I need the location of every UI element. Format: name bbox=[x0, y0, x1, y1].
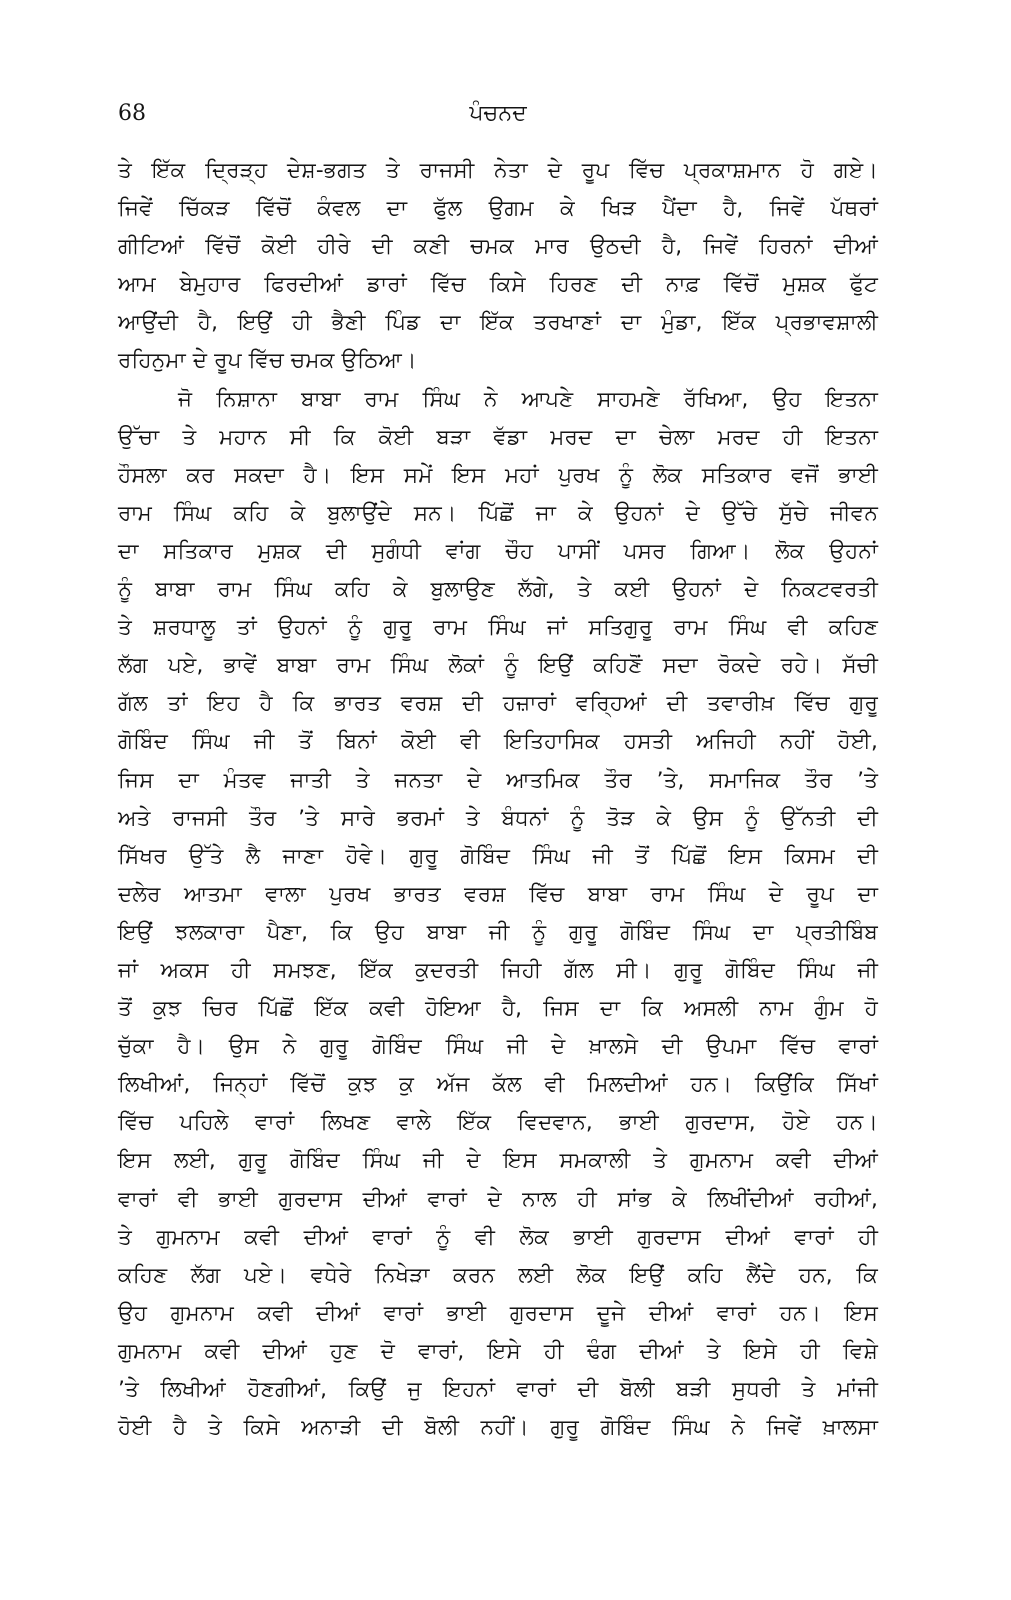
text-line: ਗੋਬਿੰਦ ਸਿੰਘ ਜੀ ਤੋਂ ਬਿਨਾਂ ਕੋਈ ਵੀ ਇਤਿਹਾਸਿਕ ਹਸਤੀ ਅਜਿਹੀ ਨਹੀਂ ਹੋਈ, bbox=[118, 729, 878, 755]
text-line: ਗੁਮਨਾਮ ਕਵੀ ਦੀਆਂ ਹੁਣ ਦੋ ਵਾਰਾਂ, ਇਸੇ ਹੀ ਢੰਗ ਦੀਆਂ ਤੇ ਇਸੇ ਹੀ ਵਿਸ਼ੇ bbox=[118, 1338, 878, 1364]
text-line: ਦਾ ਸਤਿਕਾਰ ਮੁਸ਼ਕ ਦੀ ਸੁਗੰਧੀ ਵਾਂਗ ਚੌਹ ਪਾਸੀਂ ਪਸਰ ਗਿਆ। ਲੋਕ ਉਹਨਾਂ bbox=[118, 538, 878, 564]
text-line: ’ਤੇ ਲਿਖੀਆਂ ਹੋਣਗੀਆਂ, ਕਿਉਂ ਜੁ ਇਹਨਾਂ ਵਾਰਾਂ ਦੀ ਬੋਲੀ ਬੜੀ ਸੁਧਰੀ ਤੇ ਮਾਂਜੀ bbox=[118, 1377, 878, 1402]
page-number: 68 bbox=[118, 101, 146, 126]
paragraph-first-line: ਜੋ ਨਿਸ਼ਾਨਾ ਬਾਬਾ ਰਾਮ ਸਿੰਘ ਨੇ ਆਪਣੇ ਸਾਹਮਣੇ ਰੱਖਿਆ, ਉਹ ਇਤਨਾ bbox=[178, 386, 878, 412]
text-line: ਉੱਚਾ ਤੇ ਮਹਾਨ ਸੀ ਕਿ ਕੋਈ ਬੜਾ ਵੱਡਾ ਮਰਦ ਦਾ ਚੇਲਾ ਮਰਦ ਹੀ ਇਤਨਾ bbox=[118, 424, 878, 450]
page-header bbox=[118, 96, 878, 132]
text-line: ਵਾਰਾਂ ਵੀ ਭਾਈ ਗੁਰਦਾਸ ਦੀਆਂ ਵਾਰਾਂ ਦੇ ਨਾਲ ਹੀ ਸਾਂਭ ਕੇ ਲਿਖੀਂਦੀਆਂ ਰਹੀਆਂ, bbox=[118, 1186, 878, 1212]
text-line: ਜਾਂ ਅਕਸ ਹੀ ਸਮਝਣ, ਇੱਕ ਕੁਦਰਤੀ ਜਿਹੀ ਗੱਲ ਸੀ। ਗੁਰੂ ਗੋਬਿੰਦ ਸਿੰਘ ਜੀ bbox=[118, 957, 878, 983]
text-line: ਉਹ ਗੁਮਨਾਮ ਕਵੀ ਦੀਆਂ ਵਾਰਾਂ ਭਾਈ ਗੁਰਦਾਸ ਦੂਜੇ ਦੀਆਂ ਵਾਰਾਂ ਹਨ। ਇਸ bbox=[118, 1300, 878, 1326]
text-line: ਕਹਿਣ ਲੱਗ ਪਏ। ਵਧੇਰੇ ਨਿਖੇੜਾ ਕਰਨ ਲਈ ਲੋਕ ਇਉਂ ਕਹਿ ਲੈਂਦੇ ਹਨ, ਕਿ bbox=[118, 1262, 878, 1288]
text-line: ਲੱਗ ਪਏ, ਭਾਵੇਂ ਬਾਬਾ ਰਾਮ ਸਿੰਘ ਲੋਕਾਂ ਨੂੰ ਇਉਂ ਕਹਿਣੋਂ ਸਦਾ ਰੋਕਦੇ ਰਹੇ। ਸੱਚੀ bbox=[118, 653, 878, 679]
text-line: ਲਿਖੀਆਂ, ਜਿਨ੍ਹਾਂ ਵਿੱਚੋਂ ਕੁਝ ਕੁ ਅੱਜ ਕੱਲ ਵੀ ਮਿਲਦੀਆਂ ਹਨ। ਕਿਉਂਕਿ ਸਿੱਖਾਂ bbox=[118, 1072, 878, 1098]
text-line: ਰਹਿਨੁਮਾ ਦੇ ਰੂਪ ਵਿੱਚ ਚਮਕ ਉਠਿਆ। bbox=[118, 348, 417, 374]
text-line: ਵਿੱਚ ਪਹਿਲੇ ਵਾਰਾਂ ਲਿਖਣ ਵਾਲੇ ਇੱਕ ਵਿਦਵਾਨ, ਭਾਈ ਗੁਰਦਾਸ, ਹੋਏ ਹਨ। bbox=[118, 1110, 878, 1136]
text-line: ਤੇ ਸ਼ਰਧਾਲੂ ਤਾਂ ਉਹਨਾਂ ਨੂੰ ਗੁਰੂ ਰਾਮ ਸਿੰਘ ਜਾਂ ਸਤਿਗੁਰੂ ਰਾਮ ਸਿੰਘ ਵੀ ਕਹਿਣ bbox=[118, 615, 878, 641]
text-line: ਜਿਵੇਂ ਚਿੱਕੜ ਵਿੱਚੋਂ ਕੰਵਲ ਦਾ ਫੁੱਲ ਉਗਮ ਕੇ ਖਿੜ ਪੈਂਦਾ ਹੈ, ਜਿਵੇਂ ਪੱਥਰਾਂ bbox=[118, 196, 878, 222]
text-line: ਗੀਟਿਆਂ ਵਿੱਚੋਂ ਕੋਈ ਹੀਰੇ ਦੀ ਕਣੀ ਚਮਕ ਮਾਰ ਉਠਦੀ ਹੈ, ਜਿਵੇਂ ਹਿਰਨਾਂ ਦੀਆਂ bbox=[118, 234, 878, 260]
text-line: ਚੁੱਕਾ ਹੈ। ਉਸ ਨੇ ਗੁਰੂ ਗੋਬਿੰਦ ਸਿੰਘ ਜੀ ਦੇ ਖ਼ਾਲਸੇ ਦੀ ਉਪਮਾ ਵਿੱਚ ਵਾਰਾਂ bbox=[118, 1034, 878, 1060]
text-line: ਆਉਂਦੀ ਹੈ, ਇਉਂ ਹੀ ਭੈਣੀ ਪਿੰਡ ਦਾ ਇੱਕ ਤਰਖਾਣਾਂ ਦਾ ਮੁੰਡਾ, ਇੱਕ ਪ੍ਰਭਾਵਸ਼ਾਲੀ bbox=[118, 310, 878, 336]
text-line: ਤੋਂ ਕੁਝ ਚਿਰ ਪਿੱਛੋਂ ਇੱਕ ਕਵੀ ਹੋਇਆ ਹੈ, ਜਿਸ ਦਾ ਕਿ ਅਸਲੀ ਨਾਮ ਗੁੰਮ ਹੋ bbox=[118, 996, 878, 1022]
text-line: ਇਸ ਲਈ, ਗੁਰੂ ਗੋਬਿੰਦ ਸਿੰਘ ਜੀ ਦੇ ਇਸ ਸਮਕਾਲੀ ਤੇ ਗੁਮਨਾਮ ਕਵੀ ਦੀਆਂ bbox=[118, 1148, 878, 1174]
text-line: ਤੇ ਇੱਕ ਦ੍ਰਿੜ੍ਹ ਦੇਸ਼-ਭਗਤ ਤੇ ਰਾਜਸੀ ਨੇਤਾ ਦੇ ਰੂਪ ਵਿੱਚ ਪ੍ਰਕਾਸ਼ਮਾਨ ਹੋ ਗਏ। bbox=[118, 158, 878, 183]
text-line: ਤੇ ਗੁਮਨਾਮ ਕਵੀ ਦੀਆਂ ਵਾਰਾਂ ਨੂੰ ਵੀ ਲੋਕ ਭਾਈ ਗੁਰਦਾਸ ਦੀਆਂ ਵਾਰਾਂ ਹੀ bbox=[118, 1224, 878, 1250]
text-line: ਰਾਮ ਸਿੰਘ ਕਹਿ ਕੇ ਬੁਲਾਉਂਦੇ ਸਨ। ਪਿੱਛੋਂ ਜਾ ਕੇ ਉਹਨਾਂ ਦੇ ਉੱਚੇ ਸੁੱਚੇ ਜੀਵਨ bbox=[118, 500, 878, 526]
running-title: ਪੰਚਨਦ bbox=[469, 101, 527, 126]
text-line: ਅਤੇ ਰਾਜਸੀ ਤੌਰ ’ਤੇ ਸਾਰੇ ਭਰਮਾਂ ਤੇ ਬੰਧਨਾਂ ਨੂੰ ਤੋੜ ਕੇ ਉਸ ਨੂੰ ਉੱਨਤੀ ਦੀ bbox=[118, 805, 878, 831]
text-line: ਦਲੇਰ ਆਤਮਾ ਵਾਲਾ ਪੁਰਖ ਭਾਰਤ ਵਰਸ਼ ਵਿੱਚ ਬਾਬਾ ਰਾਮ ਸਿੰਘ ਦੇ ਰੂਪ ਦਾ bbox=[118, 881, 878, 907]
text-line: ਇਉਂ ਝਲਕਾਰਾ ਪੈਣਾ, ਕਿ ਉਹ ਬਾਬਾ ਜੀ ਨੂੰ ਗੁਰੂ ਗੋਬਿੰਦ ਸਿੰਘ ਦਾ ਪ੍ਰਤੀਬਿੰਬ bbox=[118, 919, 878, 945]
text-line: ਜਿਸ ਦਾ ਮੰਤਵ ਜਾਤੀ ਤੇ ਜਨਤਾ ਦੇ ਆਤਮਿਕ ਤੌਰ ’ਤੇ, ਸਮਾਜਿਕ ਤੌਰ ’ਤੇ bbox=[118, 767, 878, 793]
text-line: ਹੌਸਲਾ ਕਰ ਸਕਦਾ ਹੈ। ਇਸ ਸਮੇਂ ਇਸ ਮਹਾਂ ਪੁਰਖ ਨੂੰ ਲੋਕ ਸਤਿਕਾਰ ਵਜੋਂ ਭਾਈ bbox=[118, 462, 878, 488]
text-body bbox=[118, 152, 878, 1447]
text-line: ਹੋਈ ਹੈ ਤੇ ਕਿਸੇ ਅਨਾੜੀ ਦੀ ਬੋਲੀ ਨਹੀਂ। ਗੁਰੂ ਗੋਬਿੰਦ ਸਿੰਘ ਨੇ ਜਿਵੇਂ ਖ਼ਾਲਸਾ bbox=[118, 1415, 878, 1441]
text-line: ਗੱਲ ਤਾਂ ਇਹ ਹੈ ਕਿ ਭਾਰਤ ਵਰਸ਼ ਦੀ ਹਜ਼ਾਰਾਂ ਵਰ੍ਹਿਆਂ ਦੀ ਤਵਾਰੀਖ਼ ਵਿੱਚ ਗੁਰੂ bbox=[118, 691, 878, 717]
text-line: ਸਿੱਖਰ ਉੱਤੇ ਲੈ ਜਾਣਾ ਹੋਵੇ। ਗੁਰੂ ਗੋਬਿੰਦ ਸਿੰਘ ਜੀ ਤੋਂ ਪਿੱਛੋਂ ਇਸ ਕਿਸਮ ਦੀ bbox=[118, 843, 878, 869]
text-line: ਨੂੰ ਬਾਬਾ ਰਾਮ ਸਿੰਘ ਕਹਿ ਕੇ ਬੁਲਾਉਣ ਲੱਗੇ, ਤੇ ਕਈ ਉਹਨਾਂ ਦੇ ਨਿਕਟਵਰਤੀ bbox=[118, 577, 878, 603]
text-line: ਆਮ ਬੇਮੁਹਾਰ ਫਿਰਦੀਆਂ ਡਾਰਾਂ ਵਿੱਚ ਕਿਸੇ ਹਿਰਣ ਦੀ ਨਾਫ਼ ਵਿੱਚੋਂ ਮੁਸ਼ਕ ਫੁੱਟ bbox=[118, 272, 878, 298]
